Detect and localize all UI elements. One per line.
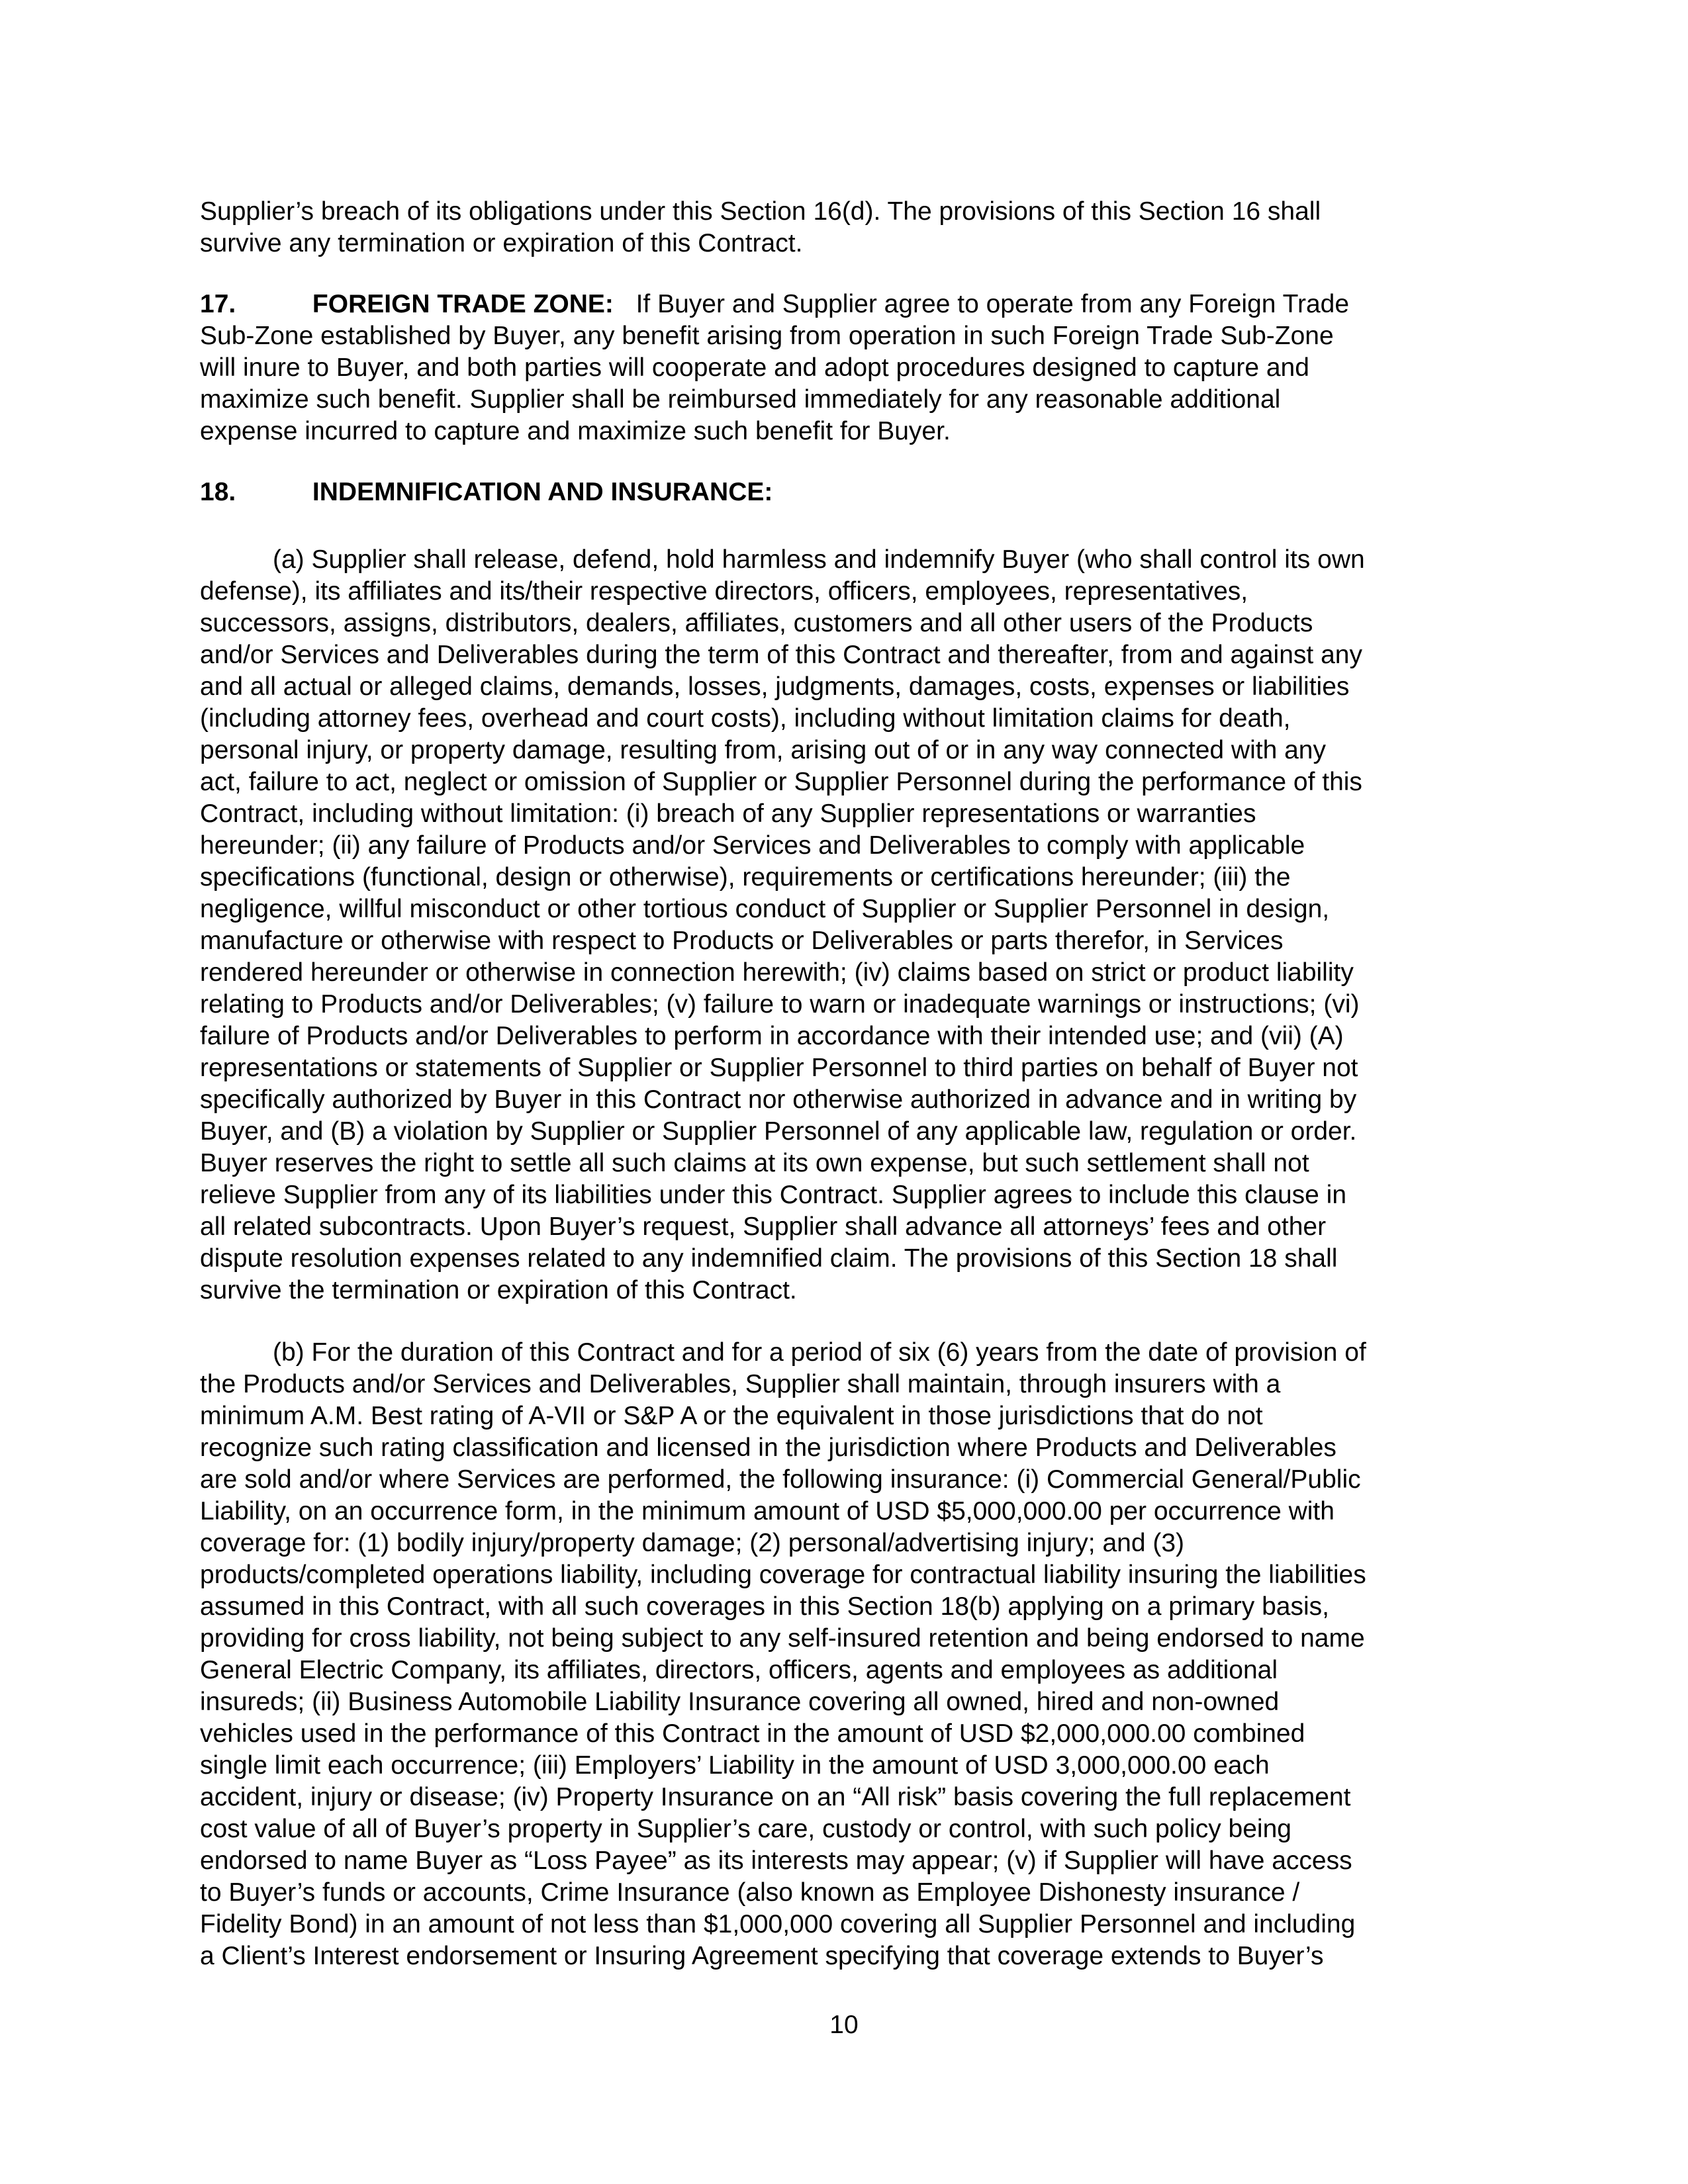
para-b-line: endorsed to name Buyer as “Loss Payee” as its interests may appear; (v) if Supplier will have access	[200, 1846, 1352, 1875]
para-a-line: dispute resolution expenses related to any indemnified claim. The provisions of this Section 18 shall	[200, 1244, 1338, 1273]
para-b-line: Fidelity Bond) in an amount of not less than $1,000,000 covering all Supplier Personnel and including	[200, 1910, 1356, 1938]
para-a-line: and all actual or alleged claims, demands, losses, judgments, damages, costs, expenses or liabilities	[200, 672, 1350, 701]
para-a-line: act, failure to act, neglect or omission of Supplier or Supplier Personnel during the performance of this	[200, 768, 1362, 796]
para-a-line: defense), its affiliates and its/their respective directors, officers, employees, representatives,	[200, 577, 1248, 606]
para-a-line: (including attorney fees, overhead and court costs), including without limitation claims for death,	[200, 704, 1291, 733]
para-a-line: and/or Services and Deliverables during the term of this Contract and thereafter, from and against any	[200, 641, 1362, 669]
para-a-line: representations or statements of Supplier or Supplier Personnel to third parties on behalf of Buyer not	[200, 1054, 1358, 1082]
para-a-line: relating to Products and/or Deliverables; (v) failure to warn or inadequate warnings or instructions; (vi)	[200, 990, 1360, 1019]
section-17-heading: FOREIGN TRADE ZONE:	[312, 290, 614, 318]
para-b-line: products/completed operations liability, including coverage for contractual liability insuring the liabilities	[200, 1561, 1366, 1589]
para-b-line: General Electric Company, its affiliates, directors, officers, agents and employees as additional	[200, 1656, 1278, 1684]
para-b-line: vehicles used in the performance of this Contract in the amount of USD $2,000,000.00 combined	[200, 1719, 1305, 1748]
page-number: 10	[829, 2011, 859, 2039]
section-17-number: 17.	[200, 290, 236, 318]
section-18-heading: INDEMNIFICATION AND INSURANCE:	[312, 478, 773, 506]
para-a-line: personal injury, or property damage, resulting from, arising out of or in any way connected with any	[200, 736, 1326, 764]
para-a-line: Buyer, and (B) a violation by Supplier or Supplier Personnel of any applicable law, regulation or order.	[200, 1117, 1357, 1146]
para-b-line: cost value of all of Buyer’s property in Supplier’s care, custody or control, with such policy being	[200, 1815, 1291, 1843]
para-a-line: hereunder; (ii) any failure of Products and/or Services and Deliverables to comply with applicable	[200, 831, 1305, 860]
para-a-line: relieve Supplier from any of its liabilities under this Contract. Supplier agrees to include this clause in	[200, 1181, 1347, 1209]
section-17-line: expense incurred to capture and maximize such benefit for Buyer.	[200, 417, 951, 445]
section-17-line: will inure to Buyer, and both parties will cooperate and adopt procedures designed to capture and	[200, 353, 1309, 382]
para-b-line: providing for cross liability, not being subject to any self-insured retention and being endorsed to name	[200, 1624, 1365, 1653]
para-a-line: specifically authorized by Buyer in this Contract nor otherwise authorized in advance and in writing by	[200, 1085, 1357, 1114]
para-a-line: survive the termination or expiration of this Contract.	[200, 1276, 797, 1304]
section-18-heading-line	[200, 477, 773, 508]
para-a-line: failure of Products and/or Deliverables to perform in accordance with their intended use; and (vii) (A)	[200, 1022, 1344, 1050]
para-b-line: a Client’s Interest endorsement or Insuring Agreement specifying that coverage extends to Buyer’s	[200, 1942, 1324, 1970]
para-b-line: Liability, on an occurrence form, in the minimum amount of USD $5,000,000.00 per occurrence with	[200, 1497, 1335, 1525]
para-a-line: (a) Supplier shall release, defend, hold harmless and indemnify Buyer (who shall control its own	[273, 545, 1365, 574]
para-a-line: manufacture or otherwise with respect to Products or Deliverables or parts therefor, in Services	[200, 927, 1284, 955]
section-17-text: If Buyer and Supplier agree to operate from any Foreign Trade	[635, 290, 1350, 318]
para-a-line: rendered hereunder or otherwise in connection herewith; (iv) claims based on strict or product liability	[200, 958, 1354, 987]
para-a-line: successors, assigns, distributors, dealers, affiliates, customers and all other users of the Products	[200, 609, 1313, 637]
para-b-line: accident, injury or disease; (iv) Property Insurance on an “All risk” basis covering the full replacement	[200, 1783, 1351, 1811]
para-a-line: Contract, including without limitation: (i) breach of any Supplier representations or warranties	[200, 799, 1256, 828]
continuation-line: Supplier’s breach of its obligations under this Section 16(d). The provisions of this Section 16 shall	[200, 197, 1321, 226]
continuation-line: survive any termination or expiration of this Contract.	[200, 229, 803, 257]
section-17-line: maximize such benefit. Supplier shall be reimbursed immediately for any reasonable additional	[200, 385, 1281, 414]
para-b-line: insureds; (ii) Business Automobile Liability Insurance covering all owned, hired and non-owned	[200, 1688, 1280, 1716]
para-b-line: assumed in this Contract, with all such coverages in this Section 18(b) applying on a primary basis,	[200, 1592, 1329, 1621]
para-a-line: negligence, willful misconduct or other tortious conduct of Supplier or Supplier Personnel in design,	[200, 895, 1330, 923]
para-b-line: single limit each occurrence; (iii) Employers’ Liability in the amount of USD 3,000,000.00 each	[200, 1751, 1270, 1780]
section-17-first-line	[200, 289, 1349, 320]
para-b-line: are sold and/or where Services are performed, the following insurance: (i) Commercial General/Public	[200, 1465, 1361, 1494]
section-18-number: 18.	[200, 478, 236, 506]
para-b-line: coverage for: (1) bodily injury/property damage; (2) personal/advertising injury; and (3)	[200, 1529, 1185, 1557]
para-a-line: specifications (functional, design or otherwise), requirements or certifications hereunder; (iii) the	[200, 863, 1291, 891]
para-b-line: (b) For the duration of this Contract and for a period of six (6) years from the date of provision of	[273, 1338, 1366, 1367]
para-b-line: recognize such rating classification and licensed in the jurisdiction where Products and Deliverables	[200, 1433, 1336, 1462]
para-a-line: Buyer reserves the right to settle all such claims at its own expense, but such settlement shall not	[200, 1149, 1309, 1177]
para-a-line: all related subcontracts. Upon Buyer’s request, Supplier shall advance all attorneys’ fees and other	[200, 1212, 1327, 1241]
section-17-line: Sub-Zone established by Buyer, any benefit arising from operation in such Foreign Trade Sub-Zone	[200, 322, 1334, 350]
para-b-line: the Products and/or Services and Deliverables, Supplier shall maintain, through insurers with a	[200, 1370, 1281, 1398]
para-b-line: minimum A.M. Best rating of A-VII or S&P A or the equivalent in those jurisdictions that do not	[200, 1402, 1263, 1430]
para-b-line: to Buyer’s funds or accounts, Crime Insurance (also known as Employee Dishonesty insurance /	[200, 1878, 1300, 1907]
